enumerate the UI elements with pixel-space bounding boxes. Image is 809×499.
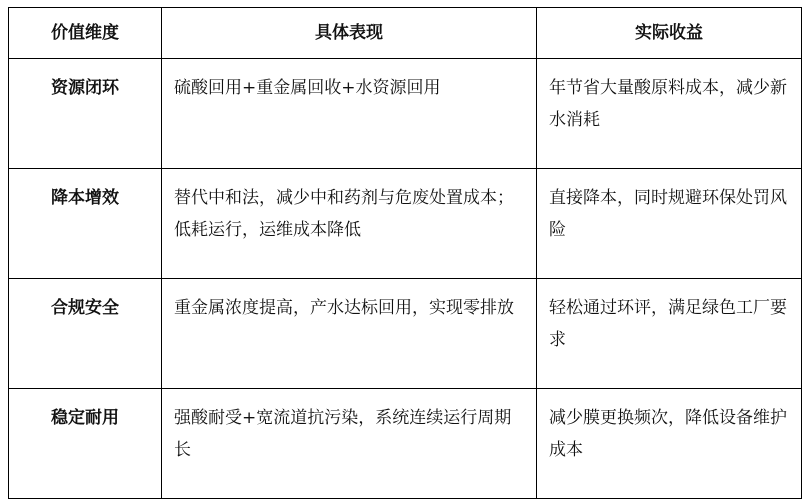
table-row [9,279,802,389]
header-performance: 具体表现 [162,8,537,59]
table-row [9,169,802,279]
table-row [9,389,802,499]
table-row [9,59,802,169]
dimension-cell: 合规安全 [9,279,162,389]
dimension-cell: 资源闭环 [9,59,162,169]
performance-cell: 强酸耐受+宽流道抗污染，系统连续运行周期长 [162,389,537,499]
header-dimension: 价值维度 [9,8,162,59]
performance-cell: 重金属浓度提高，产水达标回用，实现零排放 [162,279,537,389]
performance-cell: 替代中和法，减少中和药剂与危废处置成本；低耗运行，运维成本降低 [162,169,537,279]
value-table [8,7,802,499]
table-header-row [9,8,802,59]
header-benefit: 实际收益 [537,8,802,59]
benefit-cell: 年节省大量酸原料成本，减少新水消耗 [537,59,802,169]
performance-cell: 硫酸回用+重金属回收+水资源回用 [162,59,537,169]
benefit-cell: 直接降本，同时规避环保处罚风险 [537,169,802,279]
dimension-cell: 降本增效 [9,169,162,279]
benefit-cell: 轻松通过环评，满足绿色工厂要求 [537,279,802,389]
dimension-cell: 稳定耐用 [9,389,162,499]
benefit-cell: 减少膜更换频次，降低设备维护成本 [537,389,802,499]
